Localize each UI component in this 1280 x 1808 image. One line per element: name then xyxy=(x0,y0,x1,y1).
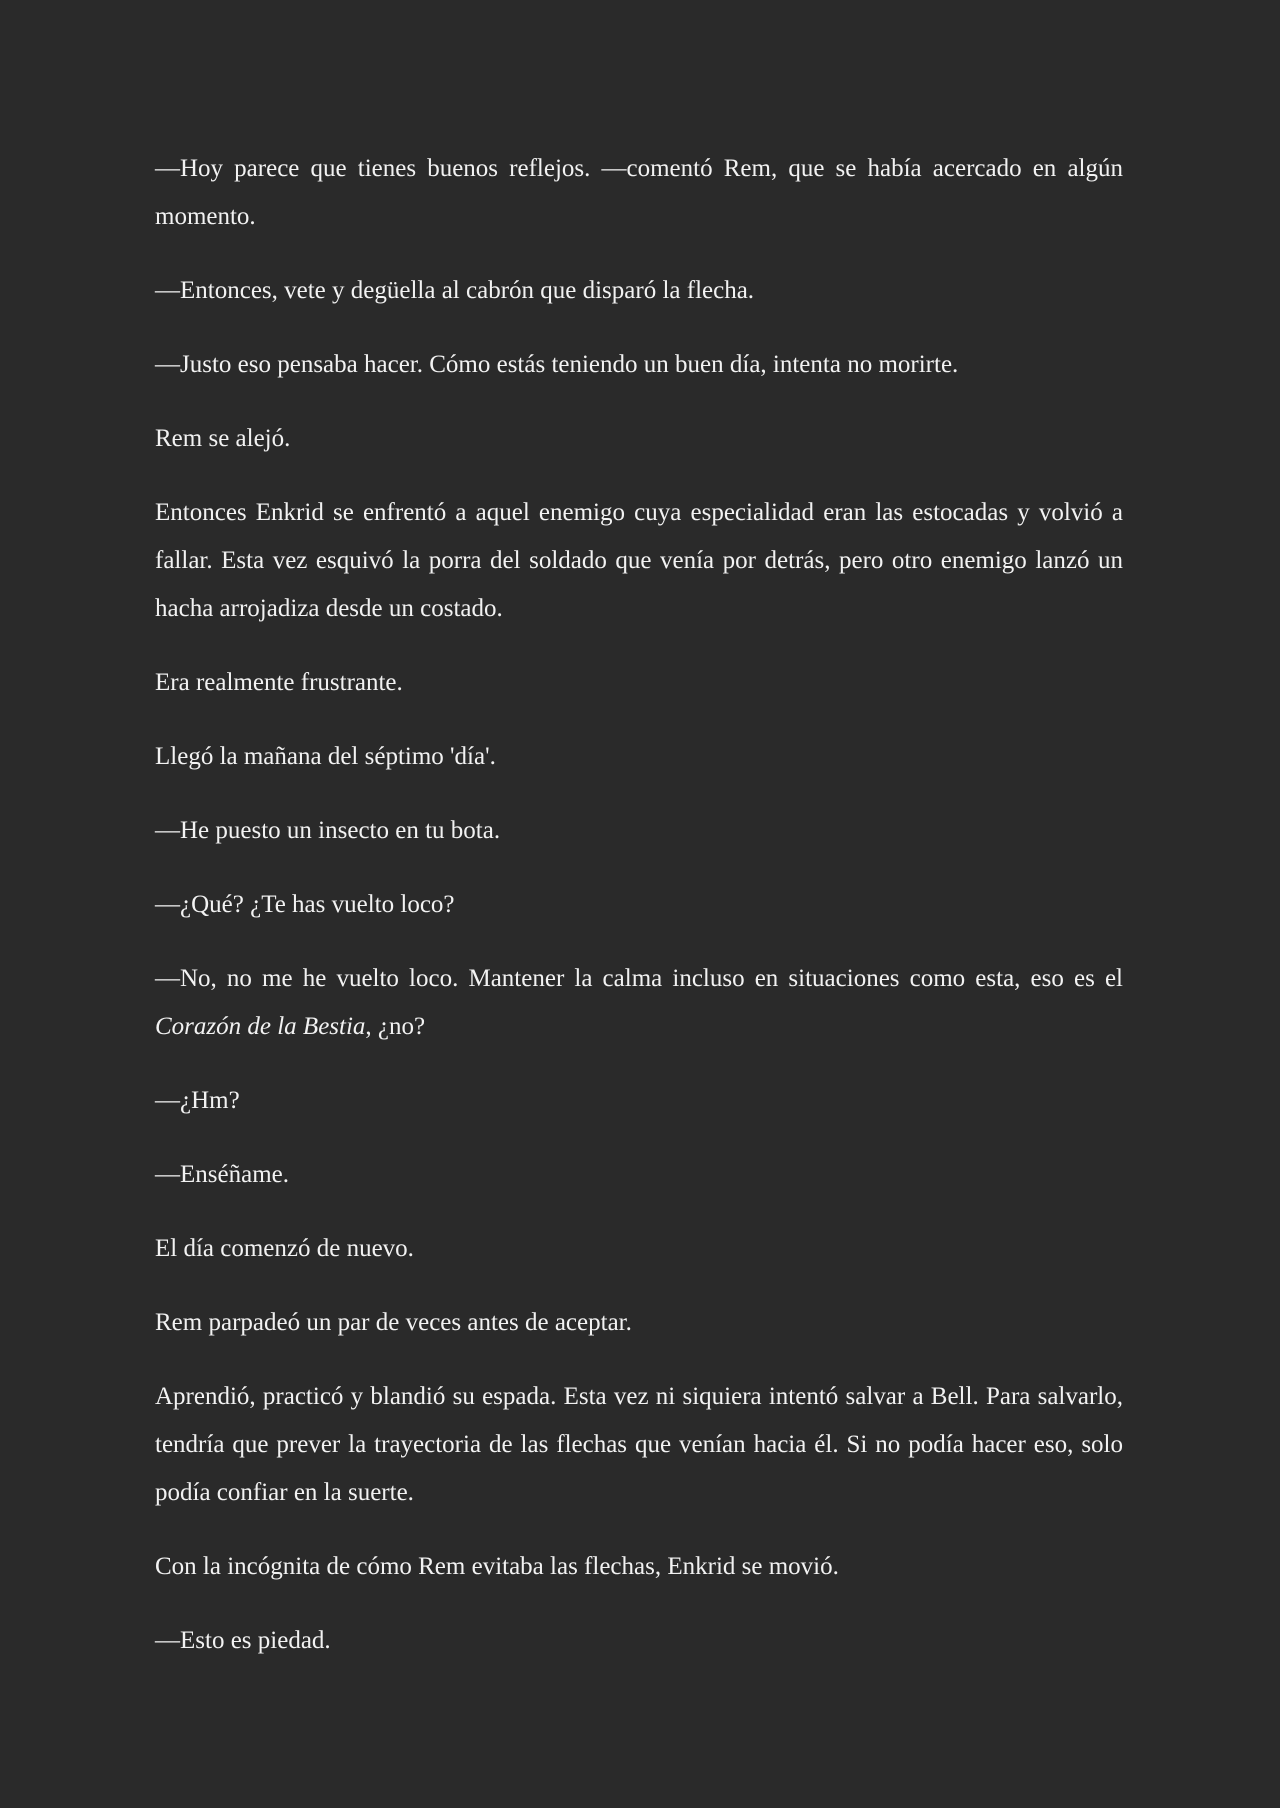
paragraph-3: —Justo eso pensaba hacer. Cómo estás teniendo un buen día, intenta no morirte. xyxy=(155,351,959,378)
paragraph-9: —¿Qué? ¿Te has vuelto loco? xyxy=(155,891,455,918)
paragraph-11: —¿Hm? xyxy=(155,1087,240,1114)
paragraph-13: El día comenzó de nuevo. xyxy=(155,1235,414,1262)
paragraph-17: —Esto es piedad. xyxy=(155,1627,331,1654)
paragraph-14: Rem parpadeó un par de veces antes de aceptar. xyxy=(155,1309,632,1336)
paragraph-4: Rem se alejó. xyxy=(155,425,291,452)
paragraph-15: Aprendió, practicó y blandió su espada. Esta vez ni siquiera intentó salvar a Bell. Para salvarlo, tendría que prever la trayectoria de las flechas que venían hacia él. Si no podía hacer eso, solo podía confiar en la suerte. xyxy=(155,1383,1123,1506)
paragraph-10-before: —No, no me he vuelto loco. Mantener la calma incluso en situaciones como esta, eso es el xyxy=(155,965,1123,992)
document-body xyxy=(155,145,1123,1691)
paragraph-2: —Entonces, vete y degüella al cabrón que disparó la flecha. xyxy=(155,277,755,304)
paragraph-8: —He puesto un insecto en tu bota. xyxy=(155,817,501,844)
paragraph-10-after: , ¿no? xyxy=(365,1013,426,1040)
paragraph-7: Llegó la mañana del séptimo 'día'. xyxy=(155,743,496,770)
paragraph-6: Era realmente frustrante. xyxy=(155,669,403,696)
paragraph-1: —Hoy parece que tienes buenos reflejos. —comentó Rem, que se había acercado en algún momento. xyxy=(155,155,1123,230)
paragraph-12: —Enséñame. xyxy=(155,1161,289,1188)
paragraph-16: Con la incógnita de cómo Rem evitaba las flechas, Enkrid se movió. xyxy=(155,1553,839,1580)
italic-term: Corazón de la Bestia xyxy=(155,1013,366,1040)
paragraph-5: Entonces Enkrid se enfrentó a aquel enemigo cuya especialidad eran las estocadas y volvió a fallar. Esta vez esquivó la porra del soldado que venía por detrás, pero otro enemigo lanzó un hacha arrojadiza desde un costado. xyxy=(155,499,1123,622)
paragraph-10 xyxy=(155,955,1123,1051)
